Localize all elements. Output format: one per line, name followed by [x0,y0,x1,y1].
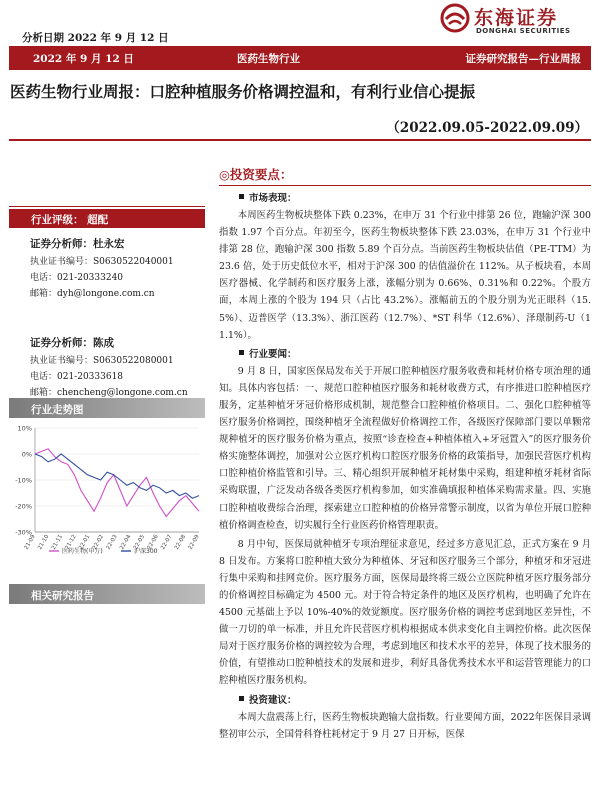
legend-label: 沪深300 [134,548,158,555]
news-paragraph-1: 9 月 8 日，国家医保局发布关于开展口腔种植医疗服务收费和耗材价格专项治理的通知。具体内容包括：一、规范口腔种植医疗服务和耗材收费方式，有序推进口腔种植医疗服务，定基种植牙牙冠价格形成机制，规范整合口腔种植价格项目。二、强化口腔种植等医疗服务价格调控，围绕种植牙全流程做好价格调控工作，各级医疗保障部门要以单颗常规种植牙的医疗服务价格为重点，按照“诊查检查+种植体植入+牙冠置入”的医疗服务价格实施整体调控，加强对公立医疗机构口腔医疗服务价格的政策指导，加强民营医疗机构口腔种植价格监管和引导。三、精心组织开展种植牙耗材集中采购，组建种植牙耗材省际采购联盟，广泛发动各级各类医疗机构参加，如实准确填报种植体采购需求量。四、实施口腔种植收费综合治理，探索建立口腔种植的价格异常警示制度，以省为单位开展口腔种植价格调查检查，切实履行全行业医药价格管理职责。 [219,365,591,531]
header-band [9,46,591,70]
x-tick-label: 22-09 [187,534,201,551]
market-paragraph: 本周医药生物板块整体下跌 0.23%，在申万 31 个行业中排第 26 位，跑输沪深 300 指数 1.97 个百分点。年初至今，医药生物板块整体下跌 23.03%，在申万 31 个行业中排第 28 位，跑输沪深 300 指数 5.89 个百分点。当前医药生物板块估值（PE-TTM）为 23.6 倍，处于历史低位水平，相对于沪深 300 的估值溢价在 112%。从子板块看，本周医疗器械、化学制药和医疗服务上涨，涨幅分别为 0.66%、0.31%和 0.22%。个股方面，本周上涨的个股为 194 只（占比 43.2%）。涨幅前五的个股分别为光正眼科（15.5%）、迈普医学（13.3%）、浙江医药（12.7%）、*ST 科华（12.6%）、泽璟制药-U（11.1%）。 [219,210,591,341]
report-type: 证券研究报告—行业周报 [465,53,581,65]
analyst-name: 证券分析师：陈成 [30,337,114,349]
analyst-card-1 [30,236,210,302]
analyst-card-2 [30,335,210,401]
section-industry-news [219,346,591,363]
investment-heading-label: 投资要点： [229,167,293,182]
title-divider [9,139,591,141]
x-tick-label: 21-11 [50,534,65,551]
legend-label: 医药生物(申万) [62,548,103,555]
trend-chart [9,420,205,558]
x-tick-label: 22-01 [78,534,92,551]
section-title: 行业要闻： [249,348,297,360]
investment-heading-divider [219,185,591,186]
analysis-date-divider [9,206,205,207]
section-title: 市场表现： [249,193,297,204]
section-investment-advice [219,692,591,709]
analyst-phone: 电话：021-20333618 [30,372,124,382]
x-tick-label: 22-06 [146,534,160,551]
trend-chart-heading: 行业走势图 [9,398,205,418]
analyst-name: 证券分析师：杜永宏 [30,238,125,250]
x-tick-label: 22-05 [132,534,147,551]
investment-heading-text: ◎投资要点： [219,167,293,182]
x-tick-label: 21-10 [37,534,51,551]
analyst-email: 邮箱：dyh@longone.com.cn [30,289,155,299]
y-tick-label: 0% [21,450,32,459]
bullet-icon [239,194,244,199]
related-reports-heading: 相关研究报告 [9,584,205,604]
x-tick-label: 22-02 [91,534,106,551]
analyst-cert: 执业证书编号：S0630522080001 [30,356,174,366]
investment-heading [219,165,591,185]
bullet-icon [239,350,244,355]
report-date: 2022 年 9 月 12 日 [33,53,134,65]
brand-name-en: DONGHAI SECURITIES [476,27,571,35]
y-tick-label: -10% [15,476,32,485]
logo-mark-icon [440,3,470,33]
y-tick-label: -20% [15,502,32,511]
industry-rating: 行业评级： 超配 [9,209,205,228]
industry-label: 医药生物行业 [237,53,300,65]
x-tick-label: 21-12 [64,534,78,551]
report-period: （2022.09.05-2022.09.09） [386,120,588,136]
chart-background [9,420,205,558]
analysis-date: 分析日期 2022 年 9 月 12 日 [22,32,169,44]
investment-content [219,190,591,745]
y-tick-label: -30% [15,528,32,537]
bullet-icon [239,696,244,701]
x-tick-label: 22-04 [119,534,133,551]
brand-logo [440,3,590,37]
section-title: 投资建议： [249,694,297,706]
report-title: 医药生物行业周报：口腔种植服务价格调控温和，有利行业信心提振 [10,82,476,101]
section-market-performance [219,190,591,207]
news-paragraph-2: 8 月中旬，医保局就种植牙专项治理征求意见，经过多方意见汇总，正式方案在 9 月 8 日发布。方案将口腔种植大致分为种植体、牙冠和医疗服务三个部分，种植牙和牙冠进行集中采购和挂网竞价。医疗服务方面，医保局最终将三级公立医院种植牙医疗服务部分的价格调控目标确定为 4500 元。对于符合特定条件的地区及医疗机构，也明确了允许在 4500 元基础上予以 10%-40%的效觉额度。医疗服务价格的调控考虑到地区差异性，不做一刀切的单一标准，并且允许民营医疗机构根据成本供求变化自主调控价格。此次医保局对于医疗服务价格的调控较为合理，考虑到地区和技术水平的差异，体现了技术服务的价值，有望推动口腔种植技术的发展和进步，利好具备优秀技术水平和运营管理能力的口腔种植医疗服务机构。 [219,538,591,687]
advice-paragraph: 本周大盘震荡上行，医药生物板块跑输大盘指数。行业要闻方面，2022年医保目录调整初审公示，全国骨科脊柱耗材定于 9 月 27 日开标，医保 [219,711,591,740]
analyst-cert: 执业证书编号：S0630522040001 [30,257,174,267]
x-tick-label: 21-09 [23,534,37,551]
x-tick-label: 22-08 [173,534,188,551]
analyst-email: 邮箱：chencheng@longone.com.cn [30,388,188,398]
x-tick-label: 22-07 [160,534,174,551]
brand-name-cn: 东海证券 [474,7,559,29]
x-tick-label: 22-03 [105,534,119,551]
y-tick-label: 10% [17,424,32,433]
analyst-phone: 电话：021-20333240 [30,273,124,283]
